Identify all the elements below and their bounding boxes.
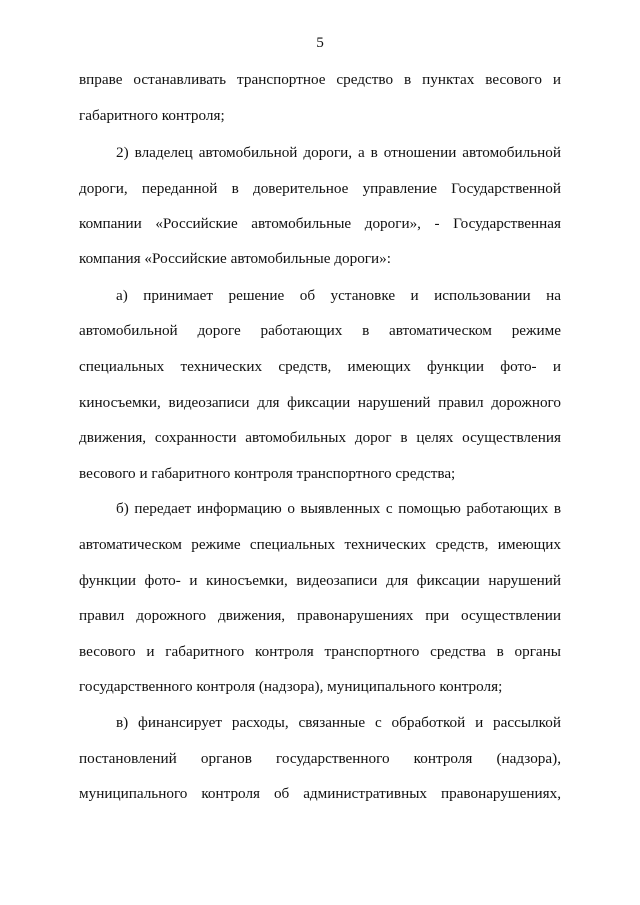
text-line: функции фото- и киносъемки, видеозаписи для фиксации нарушений	[79, 572, 561, 589]
text-line: движения, сохранности автомобильных дорог в целях осуществления	[79, 429, 561, 446]
text-line: правил дорожного движения, правонарушениях при осуществлении	[79, 607, 561, 624]
text-line: государственного контроля (надзора), муниципального контроля;	[79, 678, 503, 695]
text-line: вправе останавливать транспортное средство в пунктах весового и	[79, 71, 561, 88]
item-a-first-line: а) принимает решение об установке и использовании на	[116, 287, 561, 304]
text-line: компании «Российские автомобильные дороги», - Государственная	[79, 215, 561, 232]
page-number: 5	[316, 34, 324, 51]
text-line: дороги, переданной в доверительное управление Государственной	[79, 180, 561, 197]
text-line: автоматическом режиме специальных технических средств, имеющих	[79, 536, 561, 553]
text-line: весового и габаритного контроля транспортного средства в органы	[79, 643, 561, 660]
text-line: киносъемки, видеозаписи для фиксации нарушений правил дорожного	[79, 394, 561, 411]
text-line: муниципального контроля об административных правонарушениях,	[79, 785, 561, 802]
paragraph-2-first-line: 2) владелец автомобильной дороги, а в отношении автомобильной	[116, 144, 561, 161]
text-line: специальных технических средств, имеющих функции фото- и	[79, 358, 561, 375]
text-line: габаритного контроля;	[79, 107, 225, 124]
text-line: весового и габаритного контроля транспортного средства;	[79, 465, 456, 482]
item-v-first-line: в) финансирует расходы, связанные с обработкой и рассылкой	[116, 714, 561, 731]
text-line: автомобильной дороге работающих в автоматическом режиме	[79, 322, 561, 339]
item-b-first-line: б) передает информацию о выявленных с помощью работающих в	[116, 500, 561, 517]
text-line: постановлений органов государственного контроля (надзора),	[79, 750, 561, 767]
text-line: компания «Российские автомобильные дороги»:	[79, 250, 391, 267]
